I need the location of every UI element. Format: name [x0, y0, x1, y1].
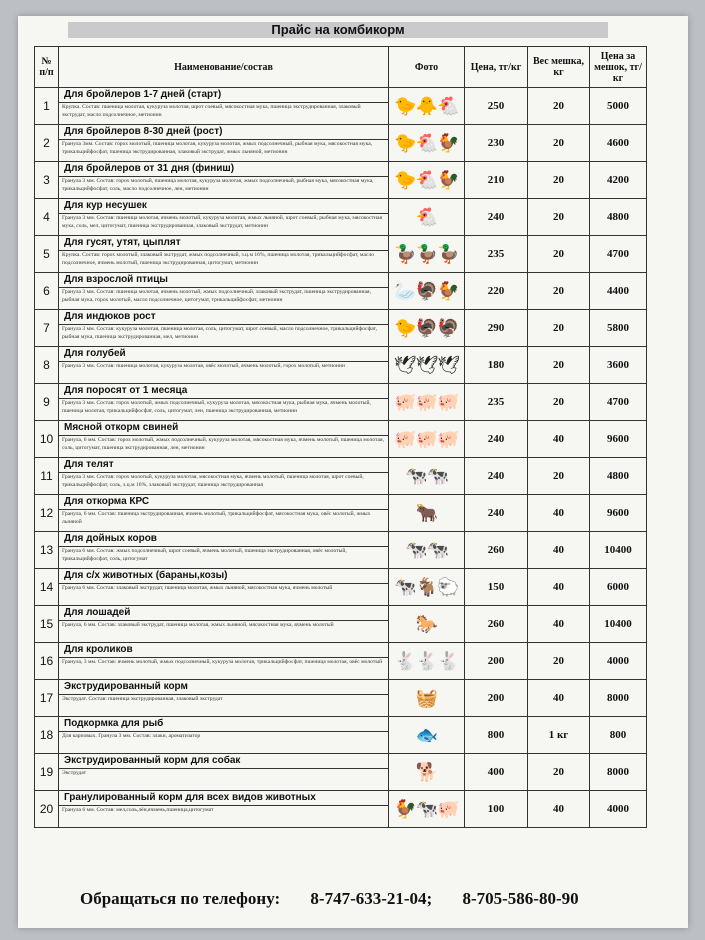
product-cell: [59, 199, 389, 236]
price-per-kg: 240: [465, 458, 528, 495]
product-name: Экструдированный корм для собак: [59, 754, 388, 769]
bag-price: 4000: [590, 643, 647, 680]
table-row: [35, 532, 647, 569]
bag-weight: 40: [528, 495, 590, 532]
price-per-kg: 800: [465, 717, 528, 754]
product-cell: [59, 458, 389, 495]
animal-icons: 🐖🐖🐖: [389, 421, 465, 458]
row-number: 9: [35, 384, 59, 421]
footer-label: Обращаться по телефону:: [80, 889, 281, 908]
product-cell: [59, 754, 389, 791]
table-row: [35, 458, 647, 495]
product-name: Для индюков рост: [59, 310, 388, 325]
product-cell: [59, 384, 389, 421]
product-name: Для бройлеров от 31 дня (финиш): [59, 162, 388, 177]
bag-price: 4800: [590, 458, 647, 495]
row-number: 20: [35, 791, 59, 828]
bag-weight: 20: [528, 458, 590, 495]
product-cell: [59, 88, 389, 125]
bag-price: 10400: [590, 606, 647, 643]
product-cell: [59, 421, 389, 458]
table-header-row: [35, 47, 647, 88]
bag-price: 800: [590, 717, 647, 754]
bag-weight: 20: [528, 384, 590, 421]
row-number: 5: [35, 236, 59, 273]
product-name: Для гусят, утят, цыплят: [59, 236, 388, 251]
bag-price: 6000: [590, 569, 647, 606]
product-cell: [59, 125, 389, 162]
table-row: [35, 495, 647, 532]
price-per-kg: 290: [465, 310, 528, 347]
row-number: 3: [35, 162, 59, 199]
row-number: 1: [35, 88, 59, 125]
row-number: 15: [35, 606, 59, 643]
product-composition: Гранула 6 мм. Состав: злаковый экструдат, пшеница молотая, жмых льняной, мясокостная мука, ячмень молотый: [62, 585, 333, 591]
row-number: 19: [35, 754, 59, 791]
product-composition: Гранула 3 мм. Состав: горох молотый, кукуруза молотая, мясокостная мука, ячмень молотый, пшеница молотая, шрот соевый, трикальцийфосфат, соль, з.ц.м 16%, злаковый экструдат, пшеница экструдированная: [62, 474, 364, 488]
product-name: Для лошадей: [59, 606, 388, 621]
bag-weight: 20: [528, 754, 590, 791]
bag-price: 10400: [590, 532, 647, 569]
price-per-kg: 100: [465, 791, 528, 828]
bag-weight: 20: [528, 310, 590, 347]
product-composition: Гранула 6 мм. Состав: жмых подсолнечный, шрот соевый, ячмень молотый, пшеница экструдированная, овёс молотый, трикальцийфосфат, соль, цитогумат: [62, 548, 347, 562]
price-per-kg: 240: [465, 421, 528, 458]
animal-icons: 🐄🐐🐑: [389, 569, 465, 606]
animal-icons: 🐇🐇🐇: [389, 643, 465, 680]
table-row: [35, 569, 647, 606]
product-cell: [59, 273, 389, 310]
bag-price: 5000: [590, 88, 647, 125]
row-number: 6: [35, 273, 59, 310]
product-composition: Гранула, 6 мм. Состав: злаковый экструдат, пшеница молотая, жмых льняной, мясокостная мука, ячмень молотый: [62, 622, 334, 628]
bag-weight: 20: [528, 125, 590, 162]
table-row: [35, 347, 647, 384]
product-name: Для кур несушек: [59, 199, 388, 214]
row-number: 17: [35, 680, 59, 717]
price-per-kg: 200: [465, 643, 528, 680]
bag-weight: 1 кг: [528, 717, 590, 754]
header-photo: Фото: [389, 47, 465, 88]
product-cell: [59, 569, 389, 606]
footer-contacts: [80, 889, 640, 909]
bag-price: 5800: [590, 310, 647, 347]
phone-1[interactable]: 8-747-633-21-04;: [310, 889, 433, 908]
product-name: Гранулированный корм для всех видов животных: [59, 791, 388, 806]
row-number: 12: [35, 495, 59, 532]
row-number: 8: [35, 347, 59, 384]
table-row: [35, 606, 647, 643]
product-composition: Экструдат. Состав: пшеница экструдированная, злаковый экструдат: [62, 696, 223, 702]
product-cell: [59, 310, 389, 347]
product-composition: Гранула, 6 мм. Состав: пшеница экструдированная, ячмень молотый, трикальцийфосфат, мясокостная мука, овёс молотый, жмых льняной: [62, 511, 371, 525]
animal-icons: 🐤🦃🦃: [389, 310, 465, 347]
price-per-kg: 235: [465, 384, 528, 421]
bag-price: 4700: [590, 384, 647, 421]
price-per-kg: 150: [465, 569, 528, 606]
row-number: 14: [35, 569, 59, 606]
phone-2[interactable]: 8-705-586-80-90: [462, 889, 579, 908]
header-name: Наименование/состав: [59, 47, 389, 88]
header-bag-weight: Вес мешка, кг: [528, 47, 590, 88]
product-cell: [59, 717, 389, 754]
price-per-kg: 240: [465, 495, 528, 532]
table-row: [35, 643, 647, 680]
animal-icons: 🦆🦆🦆: [389, 236, 465, 273]
price-per-kg: 200: [465, 680, 528, 717]
product-name: Для голубей: [59, 347, 388, 362]
animal-icons: 🐕: [389, 754, 465, 791]
bag-price: 4700: [590, 236, 647, 273]
animal-icons: 🧺: [389, 680, 465, 717]
header-bag-price: Цена за мешок, тг/кг: [590, 47, 647, 88]
bag-price: 3600: [590, 347, 647, 384]
product-name: Для кроликов: [59, 643, 388, 658]
bag-weight: 40: [528, 791, 590, 828]
product-composition: Гранула 6 мм. Состав: мел,соль,лён,ячмень,пшеница,цитогумат: [62, 807, 214, 813]
product-composition: Для карповых. Гранула 3 мм. Состав: злаки, ароматизатор: [62, 733, 201, 739]
row-number: 11: [35, 458, 59, 495]
table-row: [35, 680, 647, 717]
product-composition: Крупка. Состав: горох молотый, злаковый экструдат, жмых подсолнечный, з.ц.м 16%, пшеница молотая, трикальцийфосфат, масло подсолнечное, ячмень молотый, пшеница экструдированная, цитогумат, метионин: [62, 252, 374, 266]
bag-weight: 40: [528, 421, 590, 458]
product-cell: [59, 495, 389, 532]
table-row: [35, 273, 647, 310]
table-body: [35, 88, 647, 828]
bag-price: 8000: [590, 680, 647, 717]
table-row: [35, 310, 647, 347]
animal-icons: 🐖🐖🐖: [389, 384, 465, 421]
animal-icons: 🦢🦃🐓: [389, 273, 465, 310]
table-row: [35, 421, 647, 458]
bag-weight: 40: [528, 532, 590, 569]
bag-weight: 20: [528, 162, 590, 199]
table-row: [35, 754, 647, 791]
product-composition: Гранула 3 мм. Состав: горох молотый, пшеница молотая, кукуруза молотая, жмых подсолнечный, рыбная мука, мясокостная мука, трикальцийфосфат, соль, масло подсолнечное, лен, метионин: [62, 178, 374, 192]
product-name: Для бройлеров 8-30 дней (рост): [59, 125, 388, 140]
bag-weight: 20: [528, 273, 590, 310]
price-per-kg: 250: [465, 88, 528, 125]
product-name: Для поросят от 1 месяца: [59, 384, 388, 399]
page-title: Прайс на комбикорм: [68, 22, 608, 38]
bag-weight: 40: [528, 680, 590, 717]
animal-icons: 🐟: [389, 717, 465, 754]
price-table: [34, 46, 647, 828]
row-number: 4: [35, 199, 59, 236]
product-name: Для дойных коров: [59, 532, 388, 547]
bag-price: 9600: [590, 495, 647, 532]
product-composition: Гранула 3 мм. Состав: пшеница молотая, ячмень молотый, жмых подсолнечный, злаковый экструдат, пшеница экструдированная, рыбная мука, горох молотый, масло подсолнечное, цитогумат, трикальцийфосфат, метионин: [62, 289, 371, 303]
animal-icons: 🐤🐔🐓: [389, 125, 465, 162]
product-composition: Гранула 3 мм. Состав: горох молотый, жмых подсолнечный, кукуруза молотая, мясокостная мука, рыбная мука, ячмень молотый, пшеница молотая, трикальцийфосфат, соль, цитогумат, лен, пшеница экструдированная, метионин: [62, 400, 371, 414]
bag-price: 4000: [590, 791, 647, 828]
animal-icons: 🐤🐔🐓: [389, 162, 465, 199]
product-composition: Гранула 3мм. Состав: горох молотый, пшеница молотая, кукуруза молотая, жмых подсолнечный, рыбная мука, мясокостная мука, трикальцийфосфат, пшеница экструдированная, злаковый экструдат, жмых льняной, метионин: [62, 141, 373, 155]
animal-icons: 🐔: [389, 199, 465, 236]
table-row: [35, 717, 647, 754]
animal-icons: 🐂: [389, 495, 465, 532]
row-number: 10: [35, 421, 59, 458]
bag-weight: 20: [528, 347, 590, 384]
table-row: [35, 199, 647, 236]
product-cell: [59, 680, 389, 717]
product-cell: [59, 791, 389, 828]
product-composition: Гранула 3 мм. Состав: пшеница молотая, ячмень молотый, кукуруза молотая, жмых льняной, шрот соевый, рыбная мука, мясокостная мука, соль, мел, цитогумат, пшеница экструдированная, злаковый экструдат, метионин: [62, 215, 383, 229]
price-per-kg: 400: [465, 754, 528, 791]
bag-price: 4600: [590, 125, 647, 162]
product-cell: [59, 643, 389, 680]
bag-weight: 20: [528, 199, 590, 236]
animal-icons: 🐄🐄: [389, 458, 465, 495]
row-number: 16: [35, 643, 59, 680]
table-row: [35, 236, 647, 273]
price-per-kg: 220: [465, 273, 528, 310]
product-cell: [59, 236, 389, 273]
product-name: Экструдированный корм: [59, 680, 388, 695]
header-num: № п/п: [35, 47, 59, 88]
animal-icons: 🐓🐄🐖: [389, 791, 465, 828]
product-composition: Гранула, 3 мм. Состав: ячмень молотый, жмых подсолнечный, кукуруза молотая, трикальцийфосфат, пшеница молотая, овёс молотый: [62, 659, 383, 665]
price-per-kg: 240: [465, 199, 528, 236]
table-row: [35, 125, 647, 162]
header-price: Цена, тг/кг: [465, 47, 528, 88]
animal-icons: 🐎: [389, 606, 465, 643]
bag-price: 8000: [590, 754, 647, 791]
product-name: Подкормка для рыб: [59, 717, 388, 732]
price-per-kg: 235: [465, 236, 528, 273]
product-cell: [59, 606, 389, 643]
animal-icons: 🐄🐄: [389, 532, 465, 569]
table-row: [35, 384, 647, 421]
price-per-kg: 230: [465, 125, 528, 162]
price-per-kg: 260: [465, 532, 528, 569]
row-number: 13: [35, 532, 59, 569]
product-composition: Гранула, 6 мм. Состав: горох молотый, жмых подсолнечный, кукуруза молотая, мясокостная мука, ячмень молотый, пшеница молотая, соль, цитогумат, пшеница экструдированная, лен, метионин: [62, 437, 385, 451]
product-composition: Гранула 3 мм. Состав: кукуруза молотая, пшеница молотая, соль, цитогумат, шрот соевый, масло подсолнечное, трикальцийфосфат, рыбная мука, пшеница экструдированная, мел, метионин: [62, 326, 377, 340]
price-per-kg: 180: [465, 347, 528, 384]
product-cell: [59, 347, 389, 384]
price-per-kg: 260: [465, 606, 528, 643]
product-name: Для откорма КРС: [59, 495, 388, 510]
price-per-kg: 210: [465, 162, 528, 199]
bag-price: 4800: [590, 199, 647, 236]
row-number: 7: [35, 310, 59, 347]
product-composition: Экструдат: [62, 770, 87, 776]
row-number: 18: [35, 717, 59, 754]
bag-price: 4200: [590, 162, 647, 199]
product-cell: [59, 532, 389, 569]
table-row: [35, 162, 647, 199]
bag-weight: 40: [528, 606, 590, 643]
product-name: Для с/х животных (бараны,козы): [59, 569, 388, 584]
row-number: 2: [35, 125, 59, 162]
bag-price: 9600: [590, 421, 647, 458]
table-row: [35, 791, 647, 828]
bag-weight: 20: [528, 88, 590, 125]
product-name: Мясной откорм свиней: [59, 421, 388, 436]
table-row: [35, 88, 647, 125]
bag-price: 4400: [590, 273, 647, 310]
product-name: Для бройлеров 1-7 дней (старт): [59, 88, 388, 103]
product-cell: [59, 162, 389, 199]
product-composition: Крупка. Состав: пшеница молотая, кукуруза молотая, шрот соевый, мясокостная мука, пшеница экструдированная, злаковый экструдат, масло подсолнечное, метионин: [62, 104, 361, 118]
animal-icons: 🐤🐥🐔: [389, 88, 465, 125]
bag-weight: 20: [528, 236, 590, 273]
product-name: Для взрослой птицы: [59, 273, 388, 288]
animal-icons: 🕊🕊🕊: [389, 347, 465, 384]
product-name: Для телят: [59, 458, 388, 473]
product-composition: Гранула 3 мм. Состав: пшеница молотая, кукуруза молотая, овёс молотый, ячмень молотый, горох молотый, метионин: [62, 363, 345, 369]
bag-weight: 20: [528, 643, 590, 680]
bag-weight: 40: [528, 569, 590, 606]
